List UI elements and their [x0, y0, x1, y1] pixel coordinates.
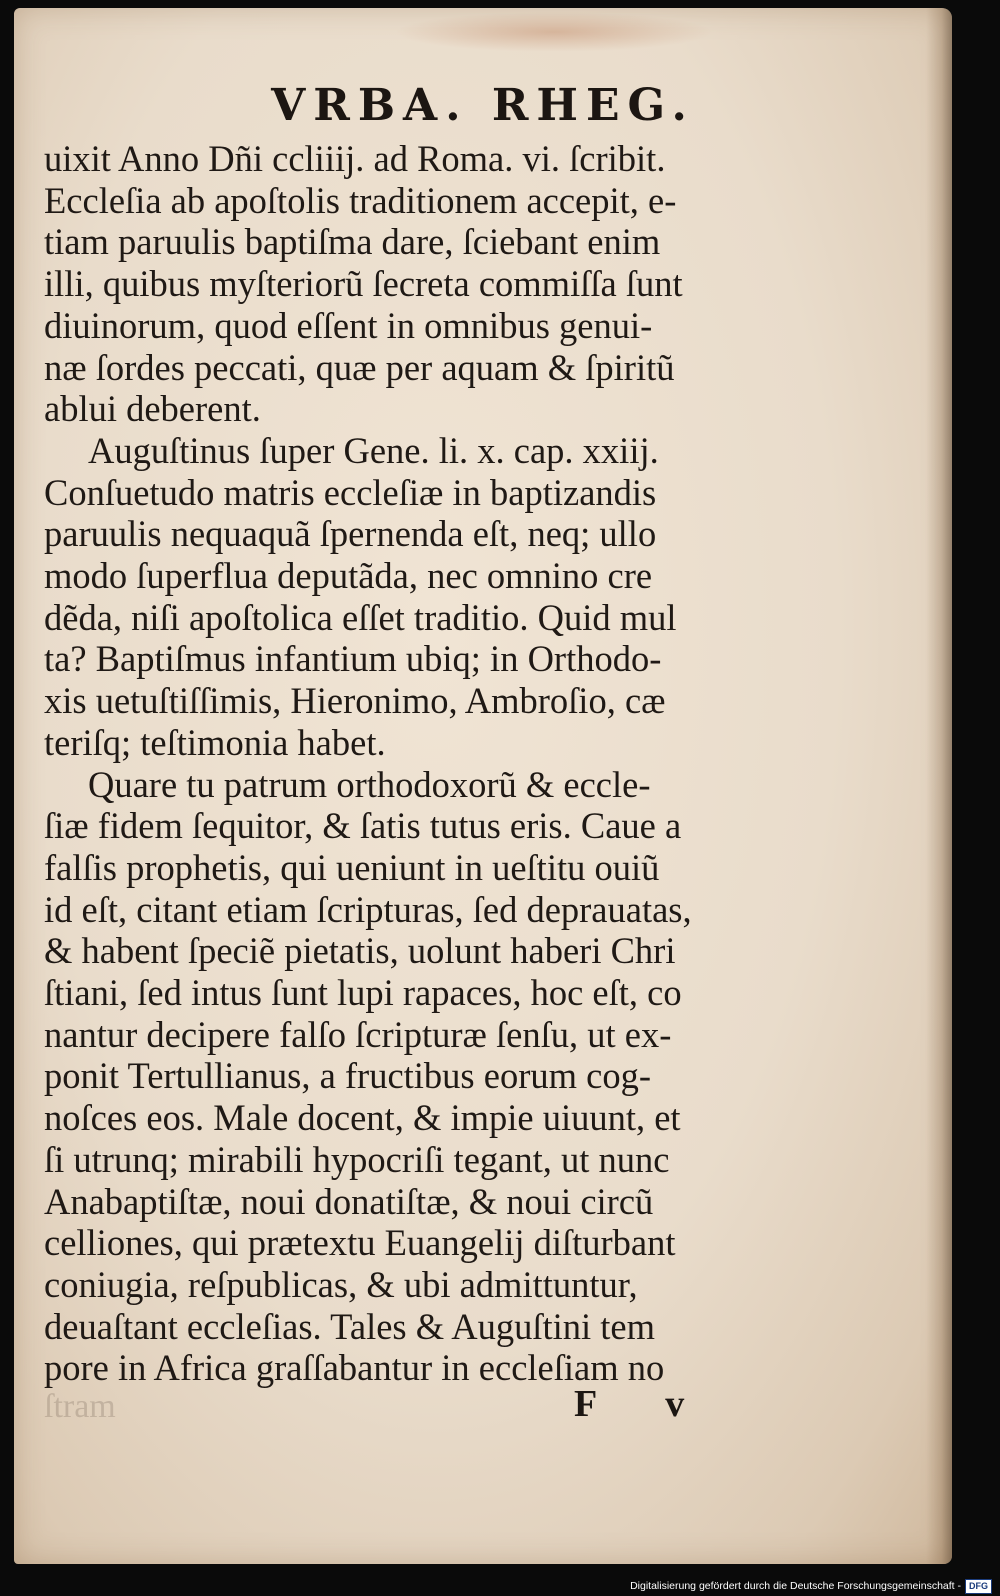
text-line: ponit Tertullianus, a fructibus eorum cog-	[44, 1055, 651, 1097]
text-line: nantur decipere falſo ſcripturæ ſenſu, ut ex-	[44, 1013, 672, 1055]
text-line: coniugia, reſpublicas, & ubi admittuntur,	[44, 1263, 638, 1305]
text-line: tiam paruulis baptiſma dare, ſciebant enim	[44, 221, 661, 263]
body-text	[44, 138, 804, 1389]
text-line: celliones, qui prætextu Euangelij diſturbant	[44, 1222, 676, 1264]
text-line: falſis prophetis, qui ueniunt in ueſtitu ouiũ	[44, 846, 660, 888]
text-line: xis uetuſtiſſimis, Hieronimo, Ambroſio, cæ	[44, 680, 666, 722]
text-line: pore in Africa graſſabantur in eccleſiam no	[44, 1347, 665, 1389]
text-line: Auguſtinus ſuper Gene. li. x. cap. xxiij.	[88, 429, 659, 471]
dfg-logo-icon: DFG	[965, 1579, 992, 1594]
text-line: dẽda, niſi apoſtolica eſſet traditio. Quid mul	[44, 596, 677, 638]
paper-stain	[394, 12, 714, 52]
text-line: modo ſuperflua deputãda, nec omnino cre	[44, 555, 653, 597]
text-line: ta? Baptiſmus infantium ubiq; in Orthodo-	[44, 638, 662, 680]
text-line: id eſt, citant etiam ſcripturas, ſed deprauatas,	[44, 888, 692, 930]
text-line: paruulis nequaquã ſpernenda eſt, neq; ullo	[44, 513, 657, 555]
text-line: ablui deberent.	[44, 388, 261, 430]
text-line: diuinorum, quod eſſent in omnibus genui-	[44, 304, 653, 346]
text-line: noſces eos. Male docent, & impie uiuunt, et	[44, 1097, 681, 1139]
digitization-footer	[630, 1578, 992, 1594]
footer-credit: Digitalisierung gefördert durch die Deutsche Forschungsgemeinschaft -	[630, 1580, 961, 1592]
text-line: ſiæ fidem ſequitor, & ſatis tutus eris. Caue a	[44, 805, 682, 847]
text-line: næ ſordes peccati, quæ per aquam & ſpiritũ	[44, 346, 675, 388]
text-line: ſtiani, ſed intus ſunt lupi rapaces, hoc eſt, co	[44, 972, 682, 1014]
book-page	[14, 8, 952, 1564]
running-head: VRBA. RHEG.	[271, 80, 695, 131]
text-line: deuaſtant eccleſias. Tales & Auguſtini tem	[44, 1305, 656, 1347]
catchword: ſtram	[44, 1388, 116, 1425]
text-line: Quare tu patrum orthodoxorũ & eccle-	[88, 763, 651, 805]
text-line: ſi utrunq; mirabili hypocriſi tegant, ut nunc	[44, 1138, 670, 1180]
text-line: teriſq; teſtimonia habet.	[44, 721, 386, 763]
text-line: Conſuetudo matris eccleſiæ in baptizandis	[44, 471, 657, 513]
signature-mark: F v	[574, 1383, 715, 1425]
text-line: Anabaptiſtæ, noui donatiſtæ, & noui circũ	[44, 1180, 654, 1222]
text-line: illi, quibus myſteriorũ ſecreta commiſſa ſunt	[44, 263, 683, 305]
text-line: & habent ſpeciẽ pietatis, uolunt haberi Chri	[44, 930, 676, 972]
text-line: Eccleſia ab apoſtolis traditionem accepit, e-	[44, 179, 677, 221]
text-line: uixit Anno Dñi ccliiij. ad Roma. vi. ſcribit.	[44, 138, 666, 179]
